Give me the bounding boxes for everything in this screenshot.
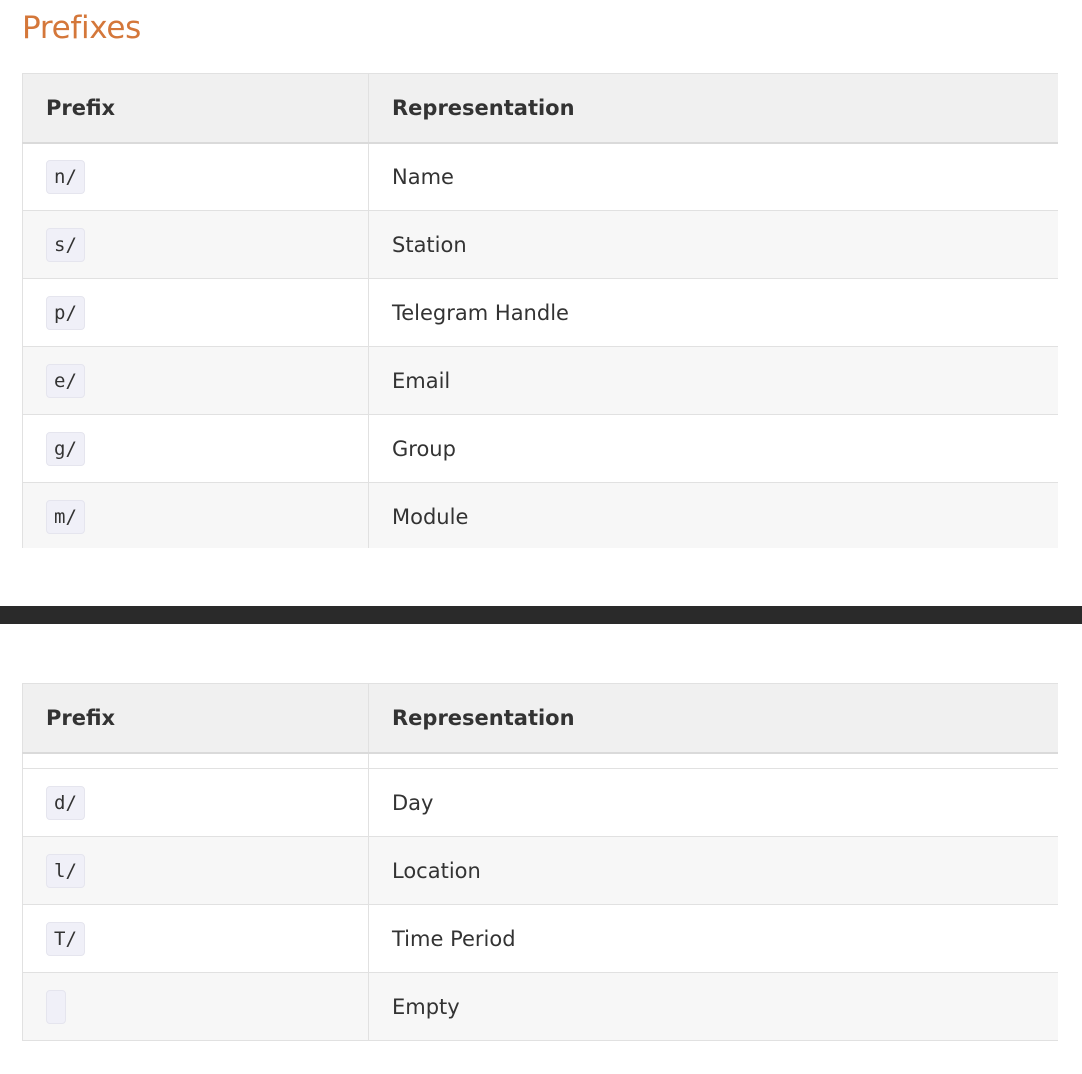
prefix-code: d/ bbox=[46, 786, 85, 820]
spacer-cell bbox=[23, 753, 369, 769]
prefix-cell bbox=[23, 347, 369, 415]
table-row bbox=[23, 973, 1059, 1041]
table-row bbox=[23, 837, 1059, 905]
representation-cell: Telegram Handle bbox=[369, 279, 1059, 347]
prefix-table bbox=[22, 73, 1058, 548]
prefix-code: p/ bbox=[46, 296, 85, 330]
prefix-code: n/ bbox=[46, 160, 85, 194]
table-row bbox=[23, 769, 1059, 837]
column-header-representation: Representation bbox=[369, 684, 1059, 753]
table-row bbox=[23, 347, 1059, 415]
column-header-prefix: Prefix bbox=[23, 74, 369, 143]
table-row bbox=[23, 905, 1059, 973]
prefix-cell bbox=[23, 279, 369, 347]
representation-cell: Email bbox=[369, 347, 1059, 415]
table-row bbox=[23, 279, 1059, 347]
prefix-code: m/ bbox=[46, 500, 85, 534]
prefix-cell bbox=[23, 211, 369, 279]
representation-cell: Group bbox=[369, 415, 1059, 483]
prefix-table-continued bbox=[22, 683, 1058, 1041]
prefix-cell bbox=[23, 483, 369, 549]
prefix-cell bbox=[23, 905, 369, 973]
prefix-cell bbox=[23, 973, 369, 1041]
page-break-divider bbox=[0, 606, 1082, 624]
column-header-representation: Representation bbox=[369, 74, 1059, 143]
representation-cell: Module bbox=[369, 483, 1059, 549]
representation-cell: Time Period bbox=[369, 905, 1059, 973]
representation-cell: Name bbox=[369, 143, 1059, 211]
representation-cell: Empty bbox=[369, 973, 1059, 1041]
representation-cell: Day bbox=[369, 769, 1059, 837]
table-row bbox=[23, 483, 1059, 549]
prefix-table-bottom bbox=[22, 683, 1058, 1042]
table-row bbox=[23, 211, 1059, 279]
representation-cell: Station bbox=[369, 211, 1059, 279]
table-spacer-row bbox=[23, 753, 1059, 769]
representation-cell: Location bbox=[369, 837, 1059, 905]
prefix-cell bbox=[23, 143, 369, 211]
prefix-cell bbox=[23, 769, 369, 837]
table-header-row bbox=[23, 74, 1059, 143]
prefix-code: T/ bbox=[46, 922, 85, 956]
table-row bbox=[23, 415, 1059, 483]
spacer-cell bbox=[369, 753, 1059, 769]
prefix-code: g/ bbox=[46, 432, 85, 466]
prefix-code-empty bbox=[46, 990, 66, 1024]
prefix-code: e/ bbox=[46, 364, 85, 398]
column-header-prefix: Prefix bbox=[23, 684, 369, 753]
table-row bbox=[23, 143, 1059, 211]
prefix-cell bbox=[23, 415, 369, 483]
prefix-code: l/ bbox=[46, 854, 85, 888]
prefix-table-top bbox=[22, 73, 1058, 548]
prefix-cell bbox=[23, 837, 369, 905]
section-heading: Prefixes bbox=[22, 10, 142, 46]
table-header-row bbox=[23, 684, 1059, 753]
prefix-code: s/ bbox=[46, 228, 85, 262]
